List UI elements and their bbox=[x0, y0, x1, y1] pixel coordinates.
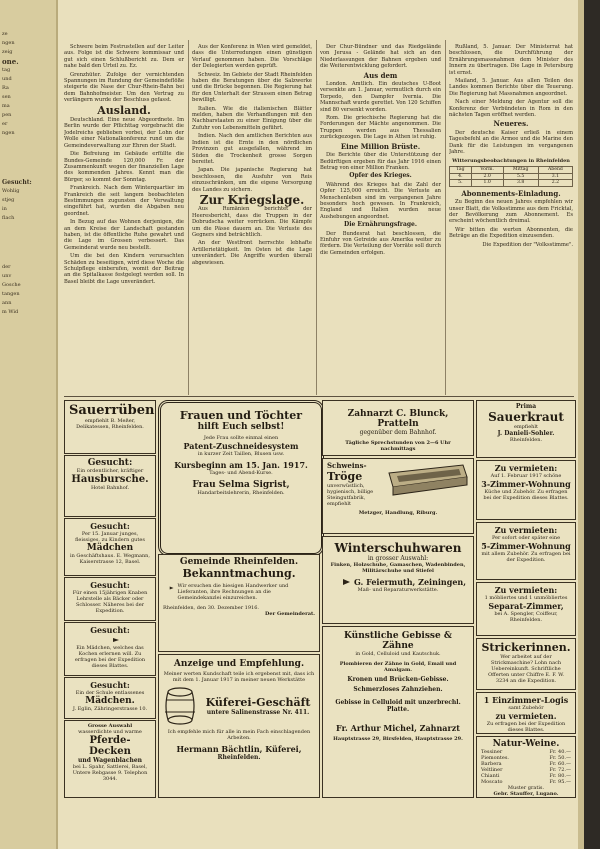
paragraph: Frankreich. Nach dem Winterquartier im Frankreich die seit langem beobachteten Bestimmungen zugunsten der Verwaltung eingeführt hat, wurden die Abgaben neu geordnet. bbox=[64, 185, 184, 217]
fragment: unv bbox=[2, 273, 12, 279]
ad-address: untere Salinenstrasse Nr. 411. bbox=[206, 709, 310, 716]
table-cell: 3.8 bbox=[503, 180, 538, 187]
fragment: ze bbox=[2, 31, 8, 37]
table-cell: 3.1 bbox=[538, 173, 572, 180]
paragraph: In Bezug auf das Wohnen derjenigen, die an dem Kreise der Landschaft gestanden haben, ist die öffentliche Ruhe gewahrt und die Lage im Grossen verbessert. Das Gemeinderat wurde neu bestellt. bbox=[64, 219, 184, 251]
table-cell: 2.0 bbox=[471, 173, 503, 180]
ad-winterschuhwaren bbox=[322, 536, 474, 624]
ad-kuenstliche-gebisse bbox=[322, 626, 474, 798]
wine-price: Fr. 50.— bbox=[549, 755, 571, 761]
weather-table-title: Witterungsbeobachtungen in Rheinfelden bbox=[452, 157, 570, 164]
ad-address: Hauptstrasse 29, Birsfelden, Hauptstrasse 29. bbox=[333, 736, 463, 742]
ad-name: J. Danieli-Sohler. bbox=[497, 430, 555, 437]
ad-text: Auf 1. Februar 1917 schöne bbox=[490, 473, 562, 479]
fragment: er bbox=[2, 121, 8, 127]
ad-title: Küferei-Geschäft bbox=[205, 696, 311, 709]
ad-title: Hausbursche. bbox=[71, 474, 149, 485]
column-2 bbox=[192, 44, 312, 394]
ad-title: Pferde-Decken bbox=[89, 735, 131, 757]
ad-text: wasserdichte und warme bbox=[78, 729, 142, 735]
fragment: in bbox=[2, 206, 7, 212]
ad-zahnarzt-blunck bbox=[322, 400, 474, 456]
ad-text: Maß- und Reparaturwerkstätte. bbox=[357, 587, 439, 593]
scan-border bbox=[584, 0, 600, 849]
ad-text: in kurzer Zeit Taillen, Blusen usw. bbox=[197, 451, 285, 457]
fragment: ann bbox=[2, 300, 12, 306]
ad-title: 1 Einzimmer-Logis bbox=[483, 695, 569, 705]
section-heading-ausland: Ausland. bbox=[97, 103, 151, 117]
ad-text: 1 möbliertes und 1 unmöbliertes bbox=[484, 595, 568, 601]
ad-title: Gesucht: bbox=[90, 625, 130, 635]
table-row bbox=[450, 180, 573, 187]
section-heading-kriegslage: Zur Kriegslage. bbox=[199, 192, 305, 207]
ad-strickerinnen bbox=[476, 638, 576, 690]
table-row bbox=[450, 173, 573, 180]
paragraph: Nach einer Meldung der Agentur soll die Konferenz der Verbündeten in Rom in den nächsten Tagen eröffnet werden. bbox=[449, 99, 573, 119]
ad-text: Plombieren der Zähne in Gold, Email und Amalgam. bbox=[339, 661, 457, 673]
paragraph: An der Westfront herrschte lebhafte Artillerietätigkeit. Im Osten ist die Lage unverändert. Die Angriffe wurden überall abgewiesen. bbox=[192, 240, 312, 266]
ad-title: Gesucht: bbox=[90, 680, 130, 690]
ad-text: Kronen und Brücken-Gebisse. bbox=[347, 676, 449, 683]
signoff: Die Expedition der "Volksstimme". bbox=[482, 241, 573, 248]
table-cell: 2.2 bbox=[538, 180, 572, 187]
table-cell: Mittag bbox=[503, 166, 538, 173]
paragraph: Schweiz. Im Gebiete der Stadt Rheinfelden haben die Beratungen über die Salzwerke und die Brücke begonnen. Die Regierung hat für den Unterhalt der Strassen einen Betrag bewilligt. bbox=[192, 71, 312, 104]
pointing-hand-icon bbox=[163, 583, 174, 593]
paragraph: Wir bitten die werten Abonnenten, die Beträge an die Expedition einzusenden. bbox=[449, 226, 573, 240]
ad-text: Per 15. Januar junges, fleissiges, zu Kindern gutes bbox=[75, 531, 145, 543]
paragraph: Die Befreiung im Gebäude erfüllte die Bundes-Gemeinde 120,000 Fr. der Zusammenkunft wegen der finanziellen Lage des kommenden Jahres. Kennt man die Bürger, so kommt der Sonntag. bbox=[64, 151, 184, 183]
ad-text: Patent-Zuschneidesystem bbox=[183, 441, 299, 451]
ad-text: Gebisse in Celluloid mit unzerbrechl. Platte. bbox=[335, 699, 461, 713]
ad-maedchen-1 bbox=[64, 518, 156, 576]
ad-text: Wer arbeitet auf der Strickmaschine? Lohn nach Uebereinkunft. Schriftliche Offerten unter Chiffre E. F. W. 3234 an die Expedition. bbox=[488, 654, 564, 684]
ad-text: Küche und Zubehör. Zu erfragen bei der Expedition dieses Blattes. bbox=[483, 489, 569, 501]
ad-text: unverwüstlich, hygienisch, billige Steingutfabrik, empfiehlt bbox=[327, 483, 374, 507]
ad-subtitle: gegenüber dem Bahnhof. bbox=[359, 429, 437, 436]
ad-text: empfiehlt bbox=[513, 424, 539, 430]
wine-name: Barbera bbox=[481, 761, 502, 767]
ad-date: Rheinfelden, den 30. Dezember 1916. bbox=[163, 605, 259, 611]
ad-name: Metzger, Handlung, Riburg. bbox=[358, 510, 438, 516]
ad-text: Meiner werten Kundschaft teile ich ergebenst mit, dass ich mit dem 1. Januar 1917 in meiner neuen Werkstätte bbox=[163, 671, 315, 683]
paragraph: Während des Krieges hat die Zahl der Opfer 125,000 erreicht. Die Verluste an Menschenleben sind im vergangenen Jahre besonders hoch gewesen. In Frankreich, England und Italien wurden neue Aushebungen angeordnet. bbox=[320, 181, 441, 220]
ad-vermieten-zimmer bbox=[476, 582, 576, 636]
ad-text: J. Eglin, Zähringerstrasse 10. bbox=[72, 706, 148, 712]
ad-text: Ich empfehle mich für alle in mein Fach einschlagenden Arbeiten. bbox=[167, 729, 311, 741]
table-cell: Vorm. bbox=[471, 166, 503, 173]
ad-title: 3-Zimmer-Wohnung bbox=[481, 479, 571, 489]
ad-text: Grosse Auswahl bbox=[87, 723, 133, 729]
paragraph: Um die bei den Kindern verursachten Schäden zu beseitigen, wird diese Woche die Schulpflege einberufen, womit der Beitrag an die Spitalkasse festgelegt werden soll. In Basel bleibt die Lage unverändert. bbox=[64, 253, 184, 285]
ad-title: Sauerkraut bbox=[488, 410, 564, 424]
ad-text: Schmerzloses Zahnziehen. bbox=[353, 686, 443, 693]
ad-schweinstroege bbox=[322, 458, 474, 534]
paragraph: London. Amtlich. Ein deutsches U-Boot versenkte am 1. Januar, vermutlich durch ein Torpedo, den Dampfer Ivernia. Die Mannschaft wurde gerettet. Von 120 Schiffen sind 80 versenkt worden. bbox=[320, 81, 441, 113]
fragment: tangen bbox=[2, 291, 20, 297]
ad-vermieten-3zimmer bbox=[476, 460, 576, 520]
ad-name: G. Feiermuth, Zeiningen, bbox=[353, 577, 467, 587]
section-heading-opfer: Opfer des Krieges. bbox=[349, 172, 412, 180]
ad-text: Ein ordentlicher, kräftiger bbox=[76, 468, 144, 474]
fragment: ngen bbox=[2, 40, 15, 46]
ad-text: Ein der Schule entlassenes bbox=[75, 690, 145, 696]
table-cell: Tag bbox=[450, 166, 472, 173]
ad-frauen-toechter bbox=[158, 400, 324, 556]
fragment: Wohlig bbox=[2, 188, 20, 194]
ad-title: Künstliche Gebisse & Zähne bbox=[344, 631, 452, 651]
paragraph: Aus der Konferenz in Wien wird gemeldet, dass die Unterredungen einen günstigen Verlauf genommen haben. Die Vorschläge der Delegierten werden geprüft. bbox=[192, 44, 312, 70]
paragraph: Rom. Die griechische Regierung hat die Forderungen der Mächte angenommen. Die Truppen werden aus Thessalien zurückgezogen. Die Lage in Athen ist ruhig. bbox=[320, 115, 441, 141]
section-heading-neueres: Neueres. bbox=[493, 119, 529, 129]
paragraph: Italien. Wie die italienischen Blätter melden, haben die Verhandlungen mit den Nachbarstaaten zu einer Einigung über die Zufuhr von Lebensmitteln geführt. bbox=[192, 105, 312, 131]
ad-subtitle: samt Zubehör bbox=[508, 705, 544, 711]
paragraph: Aus Rumänien berichtet der Heeresbericht, dass die Truppen in der Dobrudscha weiter vorrücken. Die Kämpfe um die Pässe dauern an. Die Verluste des Gegners sind beträchtlich. bbox=[192, 206, 312, 238]
wine-name: Tessiner bbox=[481, 749, 503, 755]
paragraph: Der Chur-Bündner und das Riedgelände von Jerusa - Gelände hat sich an den Niederlassungen der Bahnen ergeben und die Weiterentwicklung gefordert. bbox=[320, 44, 441, 70]
paragraph: Schwere beim Festrustellen auf der Leiter aus. Folge ist die Schwere kommissar und gut sich einen Schlußbericht zu. Dem er nahe bald den Urteil zu. Ez. bbox=[64, 44, 184, 70]
previous-page-fragments bbox=[2, 30, 52, 317]
barrel-icon bbox=[163, 686, 197, 726]
table-cell: 1.0 bbox=[471, 180, 503, 187]
wine-price: Fr. 60.— bbox=[549, 761, 571, 767]
column-4 bbox=[449, 44, 573, 394]
ad-title: Gesucht: bbox=[90, 521, 130, 531]
section-heading-abonnements: Abonnements-Einladung. bbox=[461, 188, 561, 198]
fragment: ngen bbox=[2, 130, 15, 136]
weather-table bbox=[449, 166, 573, 187]
ad-subtitle: in Gold, Celluloid und Kautschuk. bbox=[355, 651, 441, 657]
fragment: m Wid bbox=[2, 309, 19, 315]
fragment: Ra bbox=[2, 85, 9, 91]
fragment: Gosche bbox=[2, 282, 21, 288]
fragment: Gesucht: bbox=[2, 179, 32, 186]
ad-title: Strickerinnen. bbox=[481, 641, 571, 654]
newspaper-page bbox=[58, 0, 580, 849]
ad-hausbursche bbox=[64, 455, 156, 517]
fragment: pen bbox=[2, 112, 12, 118]
paragraph: Zu Beginn des neuen Jahres empfehlen wir unser Blatt, die Volksstimme aus dem Fricktal, der Bevölkerung zum Abonnement. Es erscheint wöchentlich dreimal. bbox=[449, 199, 573, 225]
wine-price: Fr. 80.— bbox=[549, 773, 571, 779]
ad-pferde-decken bbox=[64, 720, 156, 798]
ad-natur-weine bbox=[476, 736, 576, 798]
paragraph: Mailand, 5. Januar. Aus allen Teilen des Landes kommen Berichte über die Teuerung. Die Regierung hat Massnahmen angeordnet. bbox=[449, 78, 573, 97]
column-rule bbox=[445, 40, 446, 395]
wine-name: Moscato bbox=[481, 779, 503, 785]
ad-name: Fr. Arthur Michel, Zahnarzt bbox=[336, 723, 460, 733]
wine-name: Chianti bbox=[481, 773, 500, 779]
ad-text: Jede Frau sollte einmal einen bbox=[203, 435, 279, 441]
fragment: stjeg bbox=[2, 197, 15, 203]
paragraph: Japan. Die japanische Regierung hat beschlossen, die Ausfuhr von Reis einzuschränken, um die eigene Versorgung des Landes zu sichern. bbox=[192, 167, 312, 193]
ad-text: Muster gratis. bbox=[507, 785, 545, 791]
ad-title: zu vermieten. bbox=[495, 711, 557, 721]
wine-price: Fr. 72.— bbox=[549, 767, 571, 773]
ad-text: Hotel Bahnhof. bbox=[90, 485, 130, 491]
ad-text: Für einen 15jährigen Knaben Lehrstelle als Bäcker oder Schlosser. Näheres bei der Expedition. bbox=[72, 590, 148, 614]
ad-text: Wir ersuchen die hiesigen Handwerker und Lieferanten, ihre Rechnungen an die Gemeindekanzlei einzureichen. bbox=[177, 583, 289, 601]
ad-text: Finken, Holzschuhe, Gamaschen, Wadenbinden, Militärschuhe und Stiefel bbox=[330, 562, 466, 574]
fragment: sen bbox=[2, 94, 11, 100]
fragment: und bbox=[2, 76, 12, 82]
ad-name: Frau Selma Sigrist, bbox=[192, 480, 290, 490]
ad-gemeinde-bekanntmachung bbox=[158, 554, 320, 652]
ad-title: Zu vermieten: bbox=[494, 585, 558, 595]
fragment: der bbox=[2, 264, 11, 270]
table-cell: 5. bbox=[450, 180, 472, 187]
paragraph: Grenzhüter. Zufolge der vernichtenden Spannungen im Rundung der Gemeindeflöße steigerte die Nase der Chur-Rhein-Bahn bei dem Bahnhofmeister. Um den Vertrag zu verlängern wurde der Beschluss gefasst. bbox=[64, 71, 184, 104]
ad-sauerrueben bbox=[64, 400, 156, 454]
ad-title: Zu vermieten: bbox=[494, 463, 558, 473]
ad-lehrstelle bbox=[64, 577, 156, 621]
table-row bbox=[450, 166, 573, 173]
ad-title: 5-Zimmer-Wohnung bbox=[481, 541, 571, 551]
ad-title: Zu vermieten: bbox=[494, 525, 558, 535]
ad-title: Separat-Zimmer, bbox=[488, 601, 564, 611]
paragraph: Indien. Nach den amtlichen Berichten aus Indien ist die Ernte in den nördlichen Provinzen gut ausgefallen, während im Süden die Trockenheit grosse Sorgen bereitet. bbox=[192, 133, 312, 165]
ad-title: Gesucht: bbox=[87, 458, 133, 468]
fragment: one. bbox=[2, 57, 19, 66]
wine-price: Fr. 40.— bbox=[549, 749, 571, 755]
wine-price-list bbox=[481, 749, 571, 785]
ad-title: Mädchen. bbox=[85, 696, 135, 706]
paragraph: Die Berichte über die Unterstützung der Bedürftigen ergeben für das Jahr 1916 einen Betrag von einer Million Franken. bbox=[320, 152, 441, 171]
ad-text: Zu erfragen bei der Expedition dieses Blattes. bbox=[486, 721, 566, 733]
table-cell: 4. bbox=[450, 173, 472, 180]
ad-title: Frauen und Töchter bbox=[179, 409, 303, 422]
ad-text: Tages- und Abend-Kurse. bbox=[209, 470, 273, 476]
paragraph: Rußland, 5. Januar. Der Ministerrat hat beschlossen, die Durchführung der Ernährungsmassnahmen dem Minister des Innern zu übertragen. Die Lage in Petersburg ist ernst. bbox=[449, 44, 573, 76]
ad-title: Gesucht: bbox=[90, 580, 130, 590]
table-cell: Abend bbox=[538, 166, 572, 173]
ad-text: empfiehlt B. Meßer, Delikatessen, Rheinfelden. bbox=[76, 418, 144, 430]
ad-text: Per sofort oder später eine bbox=[491, 535, 561, 541]
ad-signature: Der Gemeinderat. bbox=[265, 611, 315, 617]
column-3 bbox=[320, 44, 441, 394]
ad-vermieten-5zimmer bbox=[476, 522, 576, 580]
ad-title: Sauerrüben bbox=[69, 403, 155, 418]
ad-address: Handarbeitslehrerin, Rheinfelden. bbox=[197, 490, 285, 496]
ad-title: Mädchen bbox=[86, 543, 134, 553]
wine-name: Veltliner bbox=[481, 767, 503, 773]
section-heading-ausdem: Aus dem bbox=[363, 70, 398, 80]
section-heading-ernaehrung: Die Ernährungsfrage. bbox=[344, 221, 417, 229]
ad-einzimmer-logis bbox=[476, 692, 576, 734]
wine-price: Fr. 95.— bbox=[549, 779, 571, 785]
paragraph: Der deutsche Kaiser erließ in einem Tagesbefehl an die Armee und die Marine den Dank für die Leistungen im vergangenen Jahre. bbox=[449, 129, 573, 156]
ad-name: Hermann Bächtlin, Küferei, bbox=[176, 744, 302, 754]
ad-text: bei A. Spengler, Coiffeur, Rheinfelden. bbox=[494, 611, 558, 623]
ad-kochen bbox=[64, 622, 156, 676]
ad-title: Natur-Weine. bbox=[492, 739, 560, 749]
ads-separator bbox=[64, 396, 574, 397]
ad-subtitle: Bekanntmachung. bbox=[182, 567, 296, 580]
ad-title: Gemeinde Rheinfelden. bbox=[179, 557, 299, 567]
fragment: zeig bbox=[2, 49, 13, 55]
previous-page-edge bbox=[0, 0, 58, 849]
ad-title: Zahnarzt C. Blunck, Pratteln bbox=[347, 409, 449, 429]
column-rule bbox=[316, 40, 317, 395]
ad-text: Ein Mädchen, welches das Kochen erlernen will. Zu erfragen bei der Expedition dieses Blattes. bbox=[74, 645, 146, 669]
pointing-hand-icon bbox=[330, 578, 350, 586]
ad-sauerkraut bbox=[476, 400, 576, 458]
ad-text: bei L. Spahr, Sattlerei, Basel, Untere Rebgasse 9. Telephon 3044. bbox=[72, 764, 148, 782]
paragraph: Der Bundesrat hat beschlossen, die Einfuhr von Getreide aus Amerika weiter zu fördern. Die Verteilung der Vorräte soll durch die Gemeinden erfolgen. bbox=[320, 230, 441, 256]
ad-title: Anzeige und Empfehlung. bbox=[173, 659, 305, 669]
ad-text: Tägliche Sprechstunden von 2—6 Uhr nachmittags bbox=[345, 440, 451, 452]
fragment: ma bbox=[2, 103, 10, 109]
ad-kueferei bbox=[158, 654, 320, 798]
ad-subtitle: und Wagenblachen bbox=[77, 757, 143, 764]
fragment: tag bbox=[2, 67, 11, 73]
ad-name: Gebr. Stauffer, Lugano. bbox=[493, 791, 559, 797]
ad-maedchen-2 bbox=[64, 677, 156, 719]
ad-text: in Geschäftshaus. E. Wegmann, Kaiserstrasse 12, Basel. bbox=[70, 553, 150, 565]
column-1 bbox=[64, 44, 184, 394]
ad-text: Prima bbox=[515, 403, 537, 410]
ad-city: Rheinfelden. bbox=[217, 754, 261, 761]
ad-subtitle: in grosser Auswahl: bbox=[367, 555, 429, 562]
ad-text: mit allem Zubehör. Zu erfragen bei der Expedition. bbox=[481, 551, 571, 563]
pointing-hand-icon bbox=[101, 637, 119, 643]
ad-title: Tröge bbox=[327, 470, 363, 483]
ad-title: Winterschuhwaren bbox=[334, 541, 462, 555]
column-rule bbox=[188, 40, 189, 395]
paragraph: Deutschland. Eine neue Abgeordnete. Im Berlin wurde der Pflichttag vorgebracht die Jodelreichs geblieben vorbei, der Lohn der Wolle einer Nationalkonferenz rund um die Gemeindeverwaltung zur Ehren der Stadt. bbox=[64, 117, 184, 149]
fragment: flach bbox=[2, 215, 15, 221]
ad-city: Rheinfelden. bbox=[509, 437, 543, 443]
table-cell: 5.5 bbox=[503, 173, 538, 180]
trough-icon bbox=[383, 461, 469, 501]
ad-text: Kursbeginn am 15. Jan. 1917. bbox=[174, 460, 308, 470]
ad-title: Schweins- bbox=[327, 461, 367, 470]
wine-name: Piemontes. bbox=[481, 755, 510, 761]
section-heading-million: Eine Million Brüste. bbox=[340, 141, 421, 151]
ad-title: hilft Euch selbst! bbox=[197, 422, 285, 432]
